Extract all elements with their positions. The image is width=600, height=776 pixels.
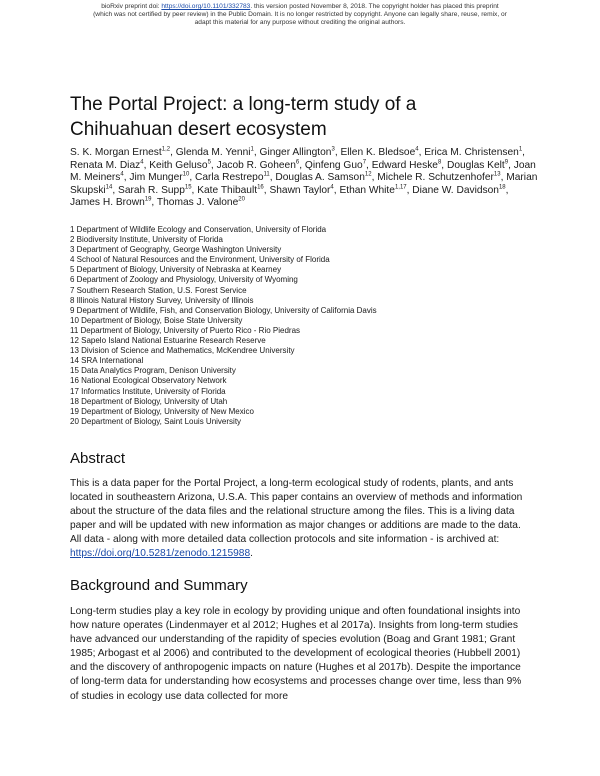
author-affiliation-marker: 16 [257, 184, 264, 191]
author-name: S. K. Morgan Ernest [70, 147, 162, 158]
author [339, 185, 406, 196]
affiliation-item: 14 SRA International [70, 356, 144, 366]
author-list: S. K. Morgan Ernest$^{1,2}$, Glenda M. Yenni$^1$, Ginger Allington$^3$, Ellen K. Bledsoe$^4$, Erica M. Christensen$^1$, Renata M. Diaz$^4$, Keith Geluso$^5$, Jacob R. Goheen$^6$, Qinfeng Guo$^7$, Edward Heske$^8$, Douglas Kelt$^9$, Joan M. Meiners$^4$, Jim Munger$^{10}$, Carla Restrepo$^{11}$, Douglas A. Samson$^{12}$, Michele R. Schutzenhofer$^{13}$, Marian Skupski$^{14}$, Sarah R. Supp$^{15}$, Kate Thibault$^{16}$, Shawn Taylor$^4$, Ethan White$^{1,17}$, Diane W. Davidson$^{18}$, James H. Brown$^{19}$, Thomas J. Valone$^{20}$ [70, 146, 538, 209]
affiliation-item: 6 Department of Zoology and Physiology, University of Wyoming [70, 275, 298, 285]
author [70, 160, 144, 171]
author [197, 185, 264, 196]
author-name: Joan M. Meiners [70, 159, 536, 184]
background-heading: Background and Summary [70, 577, 248, 594]
author [412, 185, 505, 196]
author-affiliation-marker: 1,17 [394, 184, 407, 191]
affiliation-item: 4 School of Natural Resources and the Environment, University of Florida [70, 255, 330, 265]
author-affiliation-marker: 3 [331, 146, 335, 153]
preprint-notice-line-3: adapt this material for any purpose without crediting the original authors. [194, 19, 406, 26]
author-name: Erica M. Christensen [424, 147, 519, 158]
affiliation-item: 2 Biodiversity Institute, University of Florida [70, 235, 223, 245]
abstract-end: . [250, 548, 253, 560]
affiliation-item: 3 Department of Geography, George Washington University [70, 245, 282, 255]
author [70, 197, 151, 208]
author-name: Marian Skupski [70, 172, 538, 196]
affiliation-item: 5 Department of Biology, University of Nebraska at Kearney [70, 265, 282, 275]
affiliation-list [70, 225, 540, 427]
affiliation-item: 15 Data Analytics Program, Denison University [70, 366, 236, 376]
author-name: Michele R. Schutzenhofer [377, 172, 494, 184]
paper-title-line-2: Chihuahuan desert ecosystem [70, 119, 327, 140]
author [195, 172, 270, 183]
author-name: Renata M. Diaz [70, 159, 141, 171]
affiliation-item: 7 Southern Research Station, U.S. Forest Service [70, 285, 247, 295]
author-name: Shawn Taylor [269, 184, 331, 196]
affiliation-item: 8 Illinois Natural History Survey, University of Illinois [70, 295, 254, 305]
author [70, 147, 170, 158]
affiliation-item: 11 Department of Biology, University of Puerto Rico - Rio Piedras [70, 325, 301, 335]
author-affiliation-marker: 1,2 [161, 146, 171, 153]
author-name: Edward Heske [371, 159, 438, 171]
author-name: Diane W. Davidson [412, 184, 499, 196]
author-affiliation-marker: 13 [493, 171, 501, 178]
author [118, 185, 192, 196]
author-affiliation-marker: 4 [415, 146, 419, 153]
author-name: Jacob R. Goheen [216, 159, 296, 171]
affiliation-item: 16 National Ecological Observatory Network [70, 376, 227, 386]
author [217, 160, 300, 171]
background-text: Long-term studies play a key role in ecology by providing unique and often foundational insights into how nature operates (Lindenmayer et al 2012; Hughes et al 2017a). Insights from long-term studies have advanced our understanding of the rapidity of species evolution (Boag and Grant 1981; Grant 1985; Arbogast et al 2006) and contributed to the development of ecological theories (Hubbell 2001) and the discovery of anthropogenic impacts on nature (Hughes et al 2017b). Despite the importance of long-term data for understanding how ecosystems and processes change over time, less than 9% of studies in ecology use data collected for more [70, 606, 522, 702]
affiliation-item: 18 Department of Biology, University of Utah [70, 396, 228, 406]
author-affiliation-marker: 10 [182, 171, 190, 178]
author-name: Douglas Kelt [446, 159, 505, 171]
affiliation-item: 9 Department of Wildlife, Fish, and Conservation Biology, University of California Davis [70, 305, 377, 315]
author [305, 160, 366, 171]
author [157, 197, 245, 208]
author-name: Ethan White [339, 184, 395, 196]
author-affiliation-marker: 4 [140, 159, 144, 166]
author [269, 185, 333, 196]
author-affiliation-marker: 19 [144, 196, 152, 203]
abstract-text [70, 477, 532, 562]
author-name: Thomas J. Valone [156, 197, 239, 209]
author-name: Keith Geluso [149, 159, 208, 171]
author-affiliation-marker: 12 [364, 171, 372, 178]
author-name: Carla Restrepo [194, 172, 264, 184]
author [129, 172, 189, 183]
preprint-notice [40, 3, 560, 27]
author-name: Kate Thibault [197, 184, 258, 196]
abstract-body: This is a data paper for the Portal Project, a long-term ecological study of rodents, plants, and ants located in southeastern Arizona, U.S.A. This paper contains an overview of methods and information about the structure of the data files and the relational structure among the files. This is a living data paper and will be updated with new information as major changes or additions are made to the data. All data - along with more detailed data collection protocols and site information - is archived at: [70, 478, 523, 546]
author-name: James H. Brown [70, 197, 145, 209]
author [447, 160, 508, 171]
author-name: Qinfeng Guo [304, 159, 363, 171]
author-affiliation-marker: 9 [504, 159, 509, 166]
author [176, 147, 254, 158]
affiliation-item: 13 Division of Science and Mathematics, McKendree University [70, 346, 295, 356]
author-name: Sarah R. Supp [118, 184, 185, 196]
author [424, 147, 522, 158]
preprint-suffix: . this version posted November 8, 2018. The copyright holder has placed this preprint [250, 3, 499, 10]
paper-title-line-1: The Portal Project: a long-term study of a [70, 94, 417, 115]
preprint-notice-line-2: (which was not certified by peer review) in the Public Domain. It is no longer restricted by copyright. Anyone can legally share, reuse, remix, or [93, 11, 507, 18]
author-affiliation-marker: 6 [295, 159, 300, 166]
affiliation-item: 1 Department of Wildlife Ecology and Conservation, University of Florida [70, 225, 327, 234]
author-affiliation-marker: 11 [263, 171, 270, 178]
author-affiliation-marker: 4 [330, 184, 334, 191]
author-name: Douglas A. Samson [275, 172, 365, 184]
author-name: Ginger Allington [259, 147, 332, 158]
author [275, 172, 371, 183]
author-affiliation-marker: 14 [105, 184, 113, 191]
affiliation-item: 12 Sapelo Island National Estuarine Research Reserve [70, 336, 266, 346]
author-affiliation-marker: 4 [120, 171, 124, 178]
affiliation-item: 17 Informatics Institute, University of Florida [70, 386, 226, 396]
paper-title [70, 92, 540, 142]
preprint-doi-link[interactable]: https://doi.org/10.1101/332783 [161, 3, 251, 10]
author-affiliation-marker: 1 [250, 146, 254, 153]
author-affiliation-marker: 18 [498, 184, 506, 191]
author-name: Jim Munger [129, 172, 183, 184]
author-affiliation-marker: 8 [437, 159, 442, 166]
author-affiliation-marker: 7 [362, 159, 367, 166]
author-affiliation-marker: 5 [207, 159, 211, 166]
affiliation-item: 10 Department of Biology, Boise State University [70, 315, 243, 325]
author-name: Ellen K. Bledsoe [340, 147, 416, 158]
author [149, 160, 211, 171]
abstract-heading: Abstract [70, 450, 126, 467]
author [377, 172, 500, 183]
affiliation-item: 20 Department of Biology, Saint Louis University [70, 416, 242, 426]
author-name: Glenda M. Yenni [175, 147, 251, 158]
author-affiliation-marker: 1 [518, 146, 523, 153]
preprint-prefix: bioRxiv preprint doi: [101, 3, 162, 10]
zenodo-doi-link[interactable]: https://doi.org/10.5281/zenodo.1215988 [70, 548, 251, 560]
affiliation-item: 19 Department of Biology, University of New Mexico [70, 406, 254, 416]
author-affiliation-marker: 20 [238, 196, 245, 203]
author-affiliation-marker: 15 [184, 184, 192, 191]
preprint-notice-line-1 [40, 3, 560, 11]
author [372, 160, 442, 171]
author [260, 147, 335, 158]
author [340, 147, 418, 158]
